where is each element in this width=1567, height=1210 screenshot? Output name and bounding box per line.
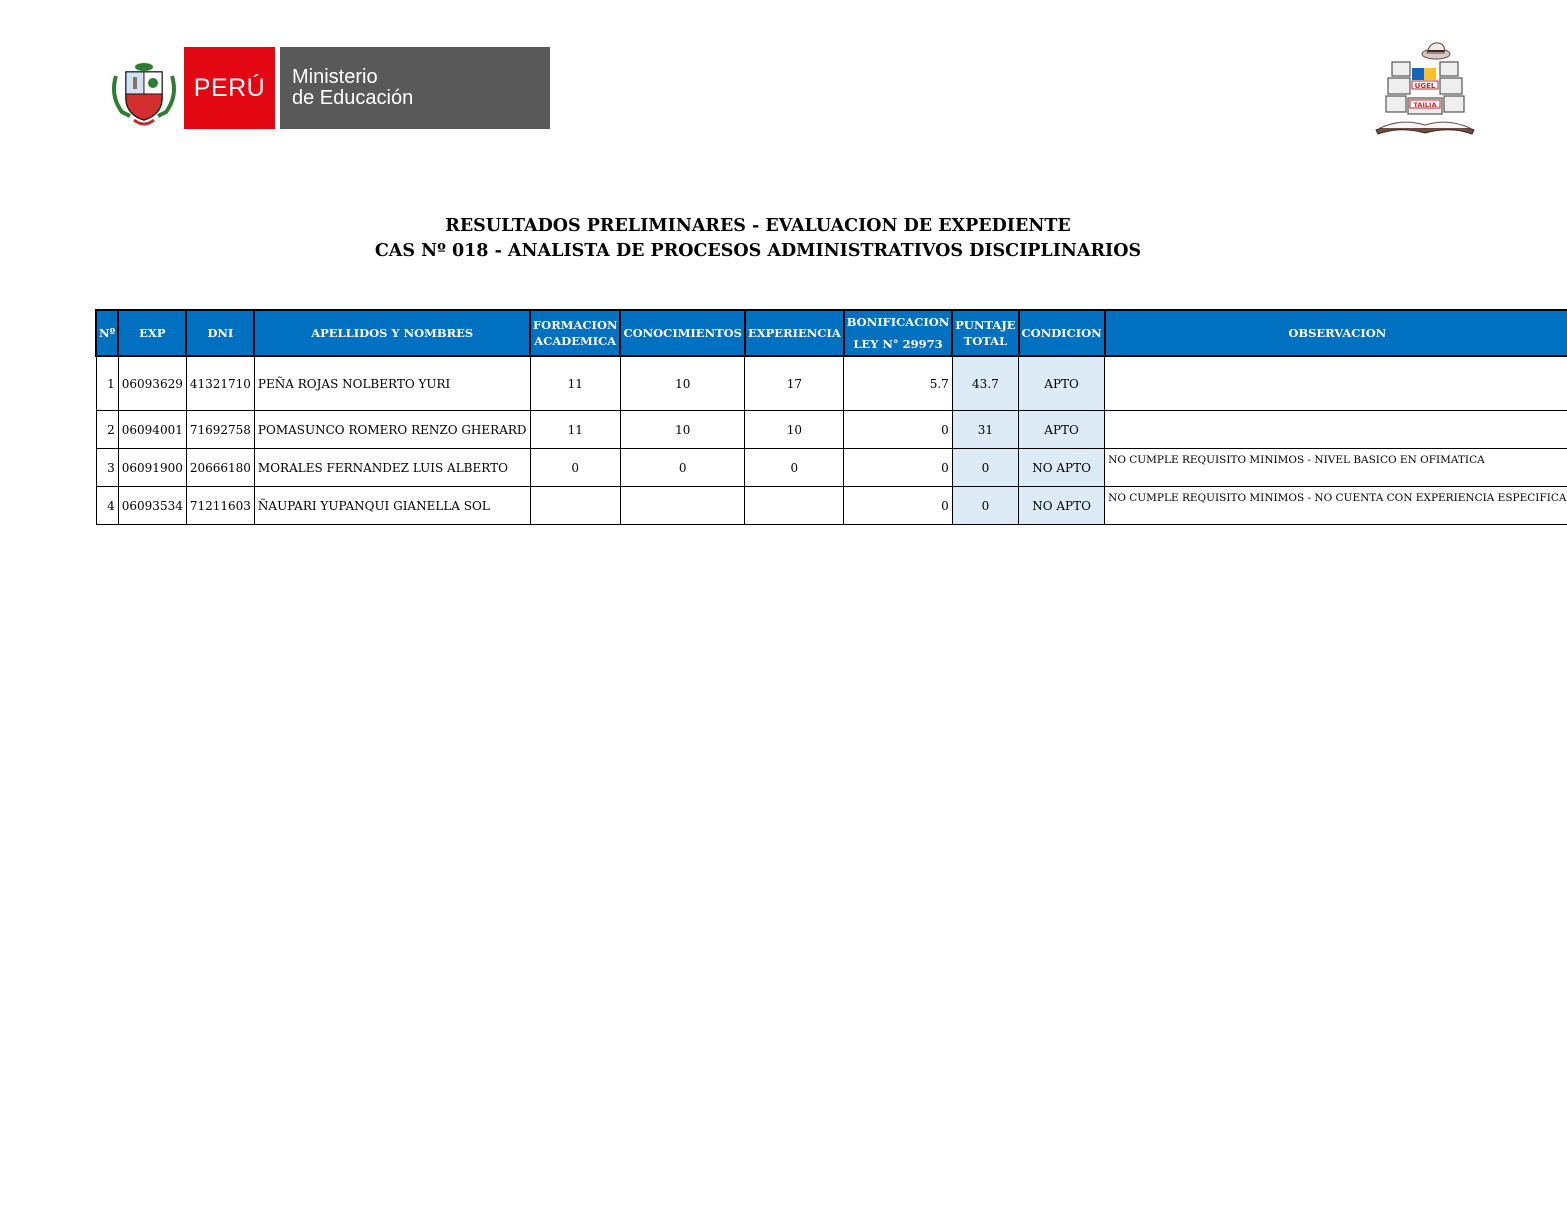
cell-conocimientos: 10 bbox=[620, 411, 745, 449]
header-conocimientos: CONOCIMIENTOS bbox=[620, 310, 745, 356]
cell-conocimientos bbox=[620, 487, 745, 525]
table-row bbox=[96, 411, 1567, 449]
document-title bbox=[0, 214, 1516, 264]
cell-exp: 06093629 bbox=[118, 356, 186, 411]
cell-formacion bbox=[530, 487, 620, 525]
cell-num: 3 bbox=[96, 449, 118, 487]
results-table bbox=[95, 309, 1567, 525]
cell-dni: 71692758 bbox=[186, 411, 254, 449]
cell-observacion: NO CUMPLE REQUISITO MINIMOS - NO CUENTA CON EXPERIENCIA ESPECIFICA bbox=[1105, 487, 1567, 525]
ugel-logo-icon bbox=[1372, 40, 1478, 136]
cell-observacion bbox=[1105, 356, 1567, 411]
cell-puntaje: 43.7 bbox=[952, 356, 1018, 411]
header-dni: DNI bbox=[186, 310, 254, 356]
cell-condicion: NO APTO bbox=[1019, 449, 1105, 487]
header-num: Nº bbox=[96, 310, 118, 356]
cell-formacion: 11 bbox=[530, 356, 620, 411]
cell-condicion: NO APTO bbox=[1019, 487, 1105, 525]
cell-name: PEÑA ROJAS NOLBERTO YURI bbox=[254, 356, 530, 411]
cell-dni: 41321710 bbox=[186, 356, 254, 411]
header-formacion bbox=[530, 310, 620, 356]
title-line2: CAS Nº 018 - ANALISTA DE PROCESOS ADMINISTRATIVOS DISCIPLINARIOS bbox=[374, 241, 1142, 261]
header-experiencia: EXPERIENCIA bbox=[745, 310, 844, 356]
cell-formacion: 0 bbox=[530, 449, 620, 487]
cell-conocimientos: 0 bbox=[620, 449, 745, 487]
cell-bonificacion: 0 bbox=[844, 487, 953, 525]
cell-puntaje: 0 bbox=[952, 449, 1018, 487]
header-puntaje-line2: TOTAL bbox=[963, 334, 1008, 348]
peru-label: PERÚ bbox=[184, 47, 275, 129]
header-observacion: OBSERVACION bbox=[1105, 310, 1567, 356]
cell-num: 4 bbox=[96, 487, 118, 525]
cell-exp: 06091900 bbox=[118, 449, 186, 487]
ugel-logo-text2: TAILIA bbox=[1413, 101, 1437, 109]
table-row bbox=[96, 356, 1567, 411]
table-header-row bbox=[96, 310, 1567, 356]
cell-conocimientos: 10 bbox=[620, 356, 745, 411]
cell-formacion: 11 bbox=[530, 411, 620, 449]
cell-experiencia: 17 bbox=[745, 356, 844, 411]
header-exp: EXP bbox=[118, 310, 186, 356]
ugel-logo-text1: UGEL bbox=[1414, 82, 1436, 90]
cell-num: 2 bbox=[96, 411, 118, 449]
header-bonif-line2: LEY N° 29973 bbox=[853, 337, 943, 351]
cell-bonificacion: 0 bbox=[844, 411, 953, 449]
ministry-name bbox=[280, 47, 550, 129]
minedu-logo bbox=[104, 46, 550, 130]
cell-observacion: NO CUMPLE REQUISITO MINIMOS - NIVEL BASICO EN OFIMATICA bbox=[1105, 449, 1567, 487]
header-condicion: CONDICION bbox=[1019, 310, 1105, 356]
cell-bonificacion: 0 bbox=[844, 449, 953, 487]
cell-condicion: APTO bbox=[1019, 411, 1105, 449]
header-formacion-line2: ACADEMICA bbox=[534, 334, 617, 348]
ministry-line2: de Educación bbox=[292, 87, 414, 109]
cell-exp: 06093534 bbox=[118, 487, 186, 525]
cell-bonificacion: 5.7 bbox=[844, 356, 953, 411]
header-puntaje-line1: PUNTAJE bbox=[955, 318, 1016, 332]
cell-observacion bbox=[1105, 411, 1567, 449]
header-bonificacion bbox=[844, 310, 953, 356]
table-row bbox=[96, 487, 1567, 525]
cell-experiencia: 0 bbox=[745, 449, 844, 487]
cell-experiencia bbox=[745, 487, 844, 525]
cell-puntaje: 0 bbox=[952, 487, 1018, 525]
header-formacion-line1: FORMACION bbox=[533, 318, 618, 332]
cell-condicion: APTO bbox=[1019, 356, 1105, 411]
peru-shield-icon bbox=[104, 46, 184, 130]
cell-dni: 20666180 bbox=[186, 449, 254, 487]
cell-name: MORALES FERNANDEZ LUIS ALBERTO bbox=[254, 449, 530, 487]
cell-puntaje: 31 bbox=[952, 411, 1018, 449]
cell-name: ÑAUPARI YUPANQUI GIANELLA SOL bbox=[254, 487, 530, 525]
header-name: APELLIDOS Y NOMBRES bbox=[254, 310, 530, 356]
cell-exp: 06094001 bbox=[118, 411, 186, 449]
header-bonif-line1: BONIFICACION bbox=[846, 315, 950, 329]
ministry-line1: Ministerio bbox=[292, 66, 378, 88]
cell-experiencia: 10 bbox=[745, 411, 844, 449]
cell-num: 1 bbox=[96, 356, 118, 411]
header-puntaje bbox=[952, 310, 1018, 356]
cell-name: POMASUNCO ROMERO RENZO GHERARD bbox=[254, 411, 530, 449]
title-line1: RESULTADOS PRELIMINARES - EVALUACION DE EXPEDIENTE bbox=[445, 216, 1071, 236]
cell-dni: 71211603 bbox=[186, 487, 254, 525]
table-row bbox=[96, 449, 1567, 487]
